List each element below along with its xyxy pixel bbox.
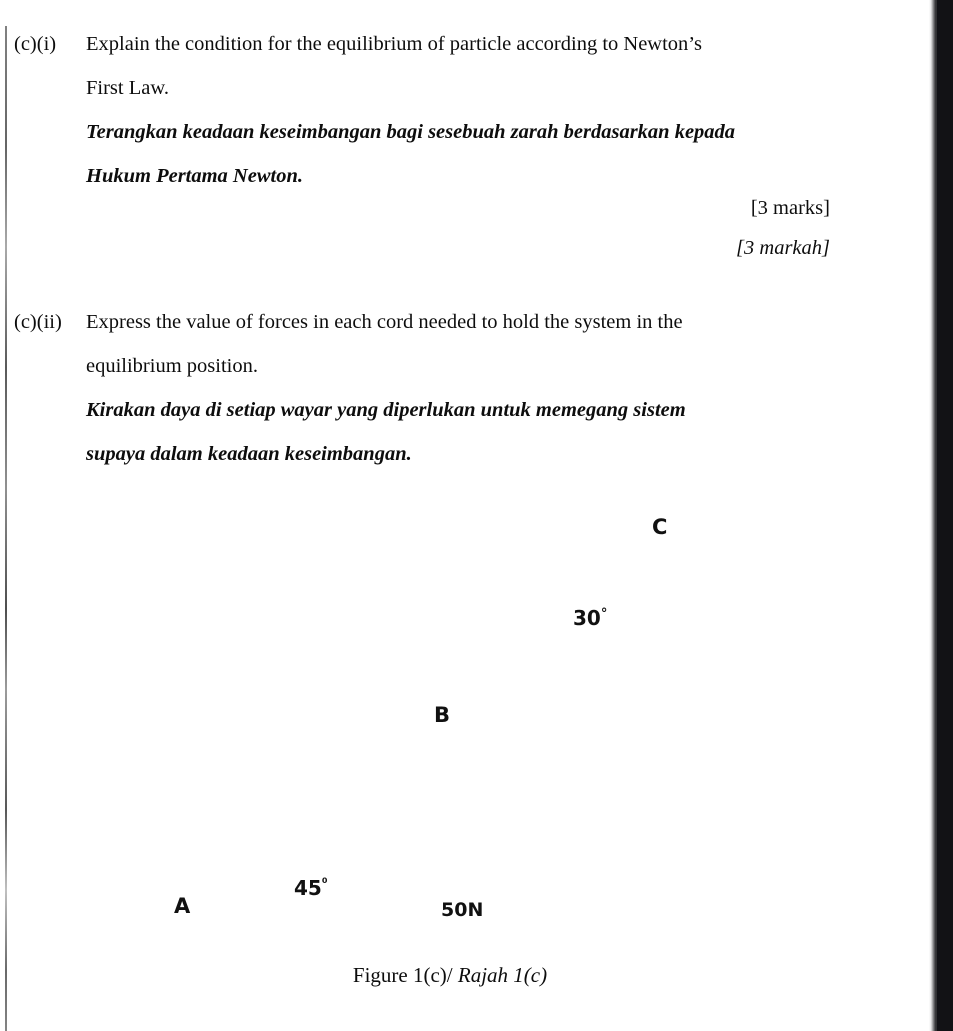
question-line-malay: Hukum Pertama Newton. (86, 165, 303, 187)
question-label-c-ii: (c)(ii) (14, 311, 62, 333)
question-line-malay: supaya dalam keadaan keseimbangan. (86, 443, 412, 465)
scan-right-dark-edge (937, 0, 953, 1031)
figure-caption-english: Figure 1(c)/ (352, 963, 453, 987)
marks-malay: [3 markah] (736, 237, 830, 259)
marks-english: [3 marks] (750, 197, 830, 219)
question-line: Express the value of forces in each cord needed to hold the system in the (86, 311, 683, 333)
figure-1c-diagram (0, 480, 953, 1031)
question-text-c-ii (86, 300, 880, 476)
label-point-a: A (174, 894, 191, 918)
label-angle-c (573, 606, 607, 630)
figure-caption (0, 963, 900, 988)
angle-c-unit: ° (600, 606, 608, 622)
question-block-c-ii (0, 300, 880, 476)
label-angle-a (294, 876, 328, 900)
question-line: equilibrium position. (86, 355, 258, 377)
label-point-b: B (434, 703, 451, 727)
question-line: First Law. (86, 77, 169, 99)
question-block-c-i (0, 22, 880, 198)
question-line: Explain the condition for the equilibrium of particle according to Newton’s (86, 33, 702, 55)
angle-a-value: 45 (294, 876, 322, 900)
question-text-c-i (86, 22, 880, 198)
angle-a-unit: ⁰ (321, 876, 328, 892)
question-line-malay: Terangkan keadaan keseimbangan bagi sesebuah zarah berdasarkan kepada (86, 121, 736, 143)
label-point-c: C (652, 515, 668, 539)
question-line-malay: Kirakan daya di setiap wayar yang diperlukan untuk memegang sistem (86, 399, 686, 421)
label-weight-50n: 50N (441, 899, 484, 921)
question-label-c-i: (c)(i) (14, 33, 57, 55)
figure-caption-malay: Rajah 1(c) (452, 963, 548, 987)
equilibrium-diagram-svg (0, 480, 953, 1031)
angle-c-value: 30 (573, 606, 601, 630)
